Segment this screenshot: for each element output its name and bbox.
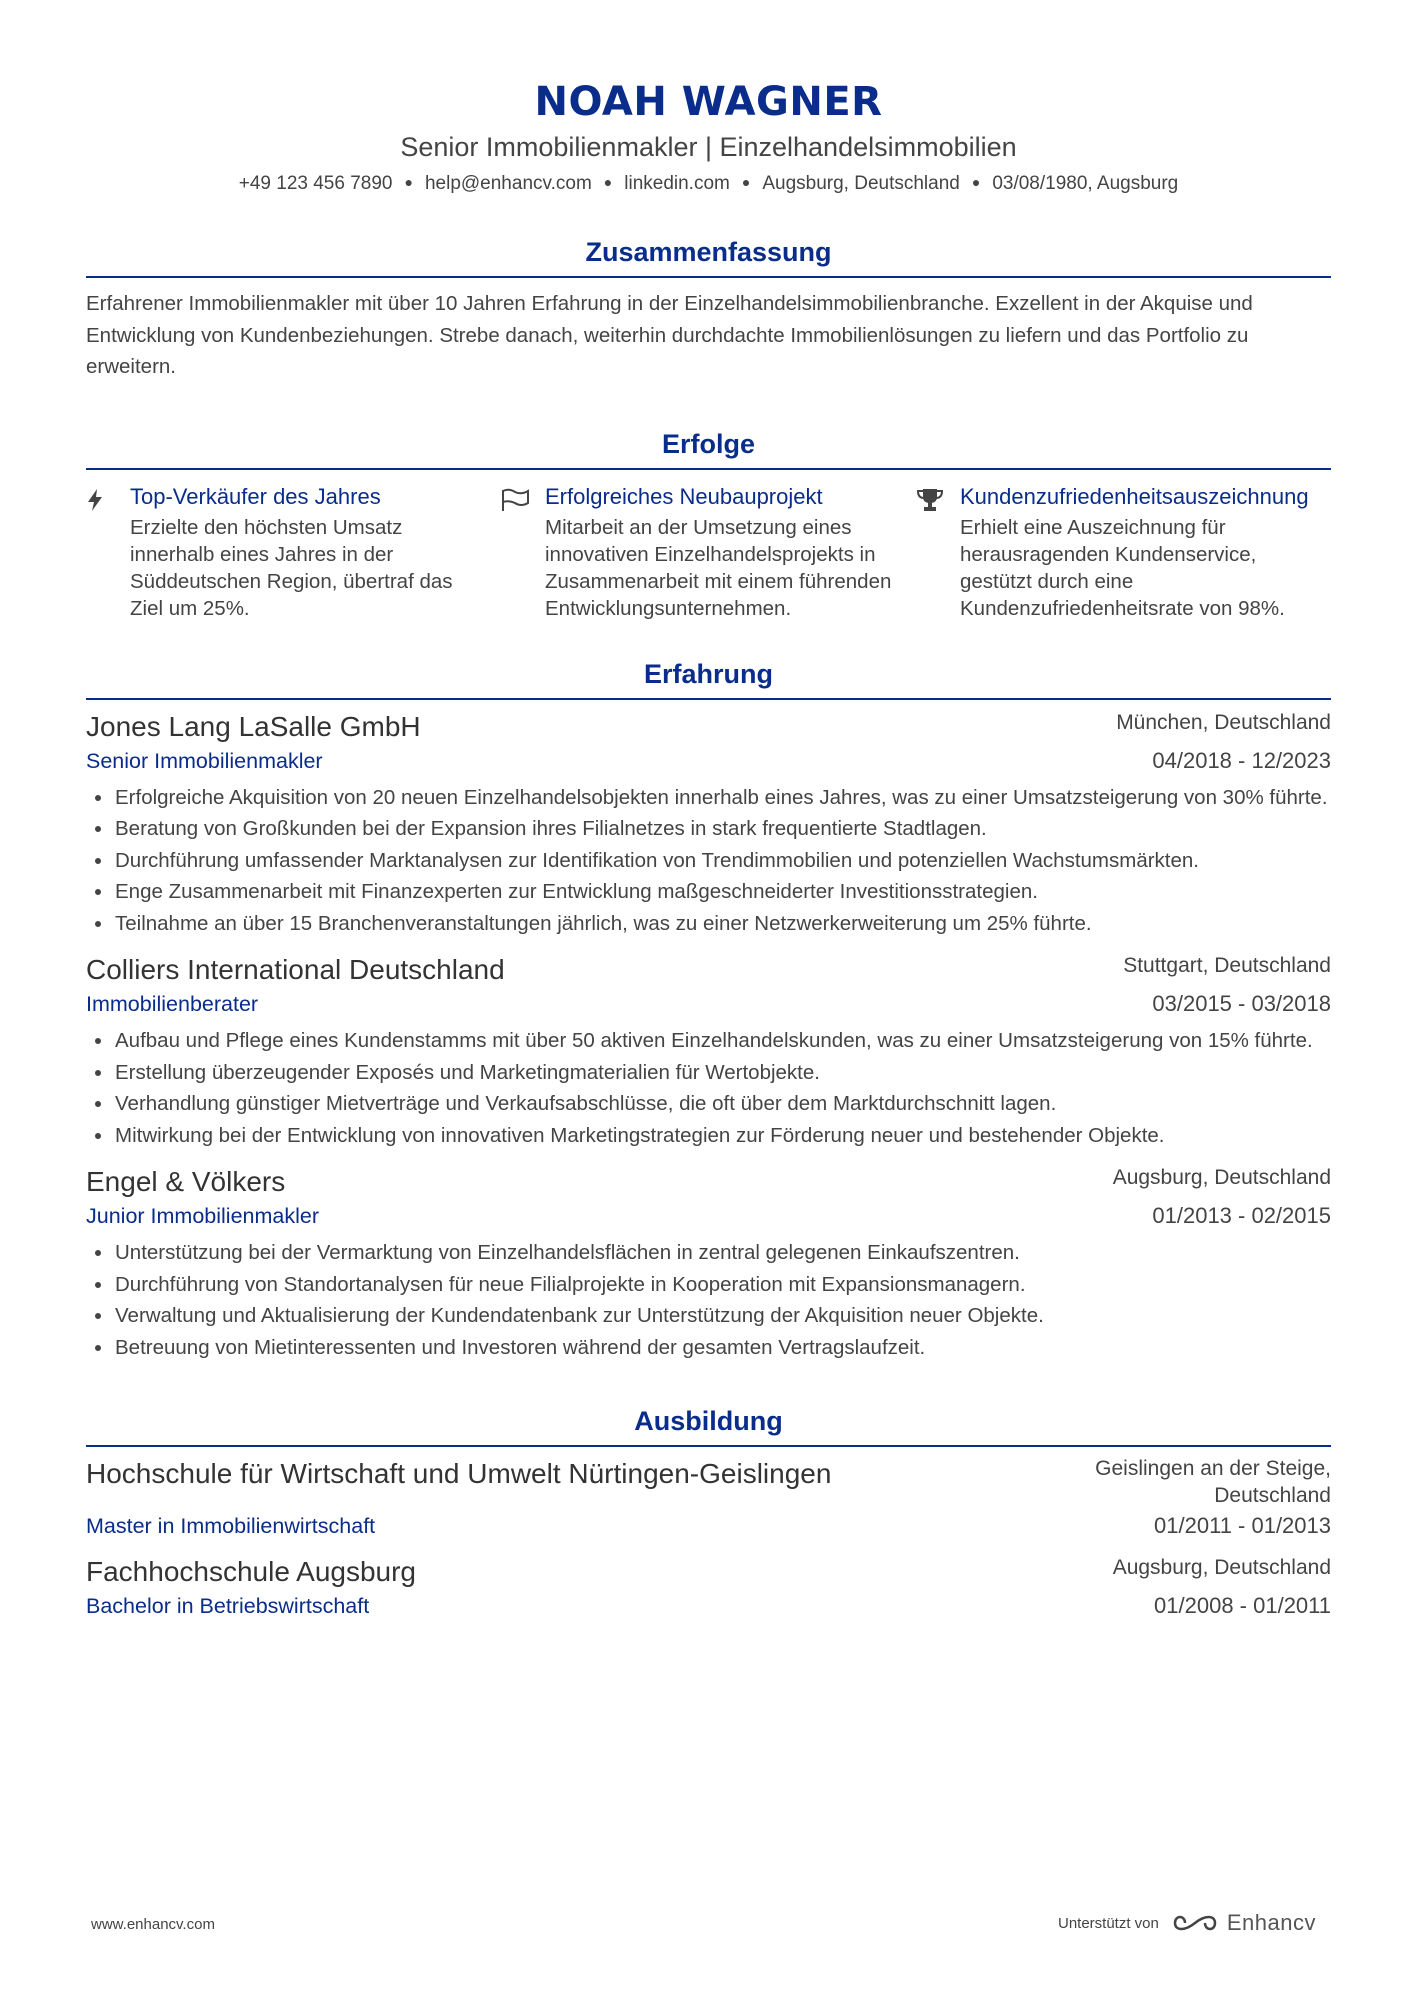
education-entry (86, 1455, 1331, 1541)
separator-dot: ● (603, 174, 613, 190)
section-title-experience: Erfahrung (643, 658, 773, 689)
job-dates: 03/2015 - 03/2018 (1152, 991, 1331, 1016)
summary-text: Erfahrener Immobilienmakler mit über 10 Jahren Erfahrung in der Einzelhandelsimmobilienbranche. Exzellent in der Akquise und Entwicklung von Kundenbeziehungen. Strebe danach, weiterhin durchdachte Immobilienlösungen zu liefern und das Portfolio zu erweitern. (86, 292, 1253, 378)
bullet-item: Erstellung überzeugender Exposés und Marketingmaterialien für Wertobjekte. (86, 1057, 1331, 1089)
section-title-summary: Zusammenfassung (585, 237, 832, 267)
contact-birth: 03/08/1980, Augsburg (992, 173, 1179, 194)
achievement-item (86, 482, 501, 622)
powered-by-label: Unterstützt von (1057, 1914, 1159, 1932)
bullet-item: Verwaltung und Aktualisierung der Kundendatenbank zur Unterstützung der Akquisition neuer Objekte. (86, 1300, 1331, 1332)
job-role: Immobilienberater (86, 992, 259, 1016)
bullet-item: Mitwirkung bei der Entwicklung von innovativen Marketingstrategien zur Förderung neuer und bestehender Objekte. (86, 1120, 1331, 1152)
achievement-item (501, 482, 916, 622)
achievement-desc: Erzielte den höchsten Umsatz innerhalb eines Jahres in der Süddeutschen Region, übertraf das Ziel um 25%. (130, 515, 453, 620)
bullet-item: Verhandlung günstiger Mietverträge und Verkaufsabschlüsse, die oft über dem Marktdurchschnitt lagen. (86, 1088, 1331, 1120)
achievements-section (86, 426, 1331, 622)
job-entry (86, 1163, 1331, 1363)
section-divider (86, 1445, 1331, 1447)
candidate-name: NOAH WAGNER (534, 79, 883, 125)
contact-linkedin[interactable]: linkedin.com (624, 173, 730, 194)
job-bullets (86, 782, 1331, 940)
flag-icon (501, 482, 545, 622)
section-divider (86, 698, 1331, 700)
bullet-item: Durchführung von Standortanalysen für neue Filialprojekte in Kooperation mit Expansionsmanagern. (86, 1269, 1331, 1301)
brand-name: Enhancv (1226, 1910, 1316, 1935)
job-bullets (86, 1237, 1331, 1363)
job-entry (86, 708, 1331, 940)
trophy-icon (916, 482, 960, 622)
separator-dot: ● (741, 174, 751, 190)
achievement-title: Top-Verkäufer des Jahres (130, 483, 381, 509)
school-name: Hochschule für Wirtschaft und Umwelt Nürtingen-Geislingen (86, 1458, 832, 1489)
bullet-item: Aufbau und Pflege eines Kundenstamms mit über 50 aktiven Einzelhandelskunden, was zu einer Umsatzsteigerung von 15% führte. (86, 1025, 1331, 1057)
contact-line (86, 170, 1331, 196)
contact-phone: +49 123 456 7890 (238, 173, 393, 194)
education-entry (86, 1553, 1331, 1621)
education-dates: 01/2011 - 01/2013 (1154, 1513, 1331, 1538)
job-entry (86, 951, 1331, 1151)
company-name: Colliers International Deutschland (86, 954, 505, 985)
school-location: Augsburg, Deutschland (1112, 1556, 1331, 1579)
contact-location: Augsburg, Deutschland (762, 173, 960, 194)
footer-branding (1058, 1910, 1316, 1936)
section-title-education: Ausbildung (634, 1406, 783, 1436)
degree: Master in Immobilienwirtschaft (86, 1514, 376, 1538)
experience-section (86, 656, 1331, 1364)
job-location: Stuttgart, Deutschland (1123, 954, 1331, 977)
contact-email[interactable]: help@enhancv.com (424, 173, 592, 194)
bullet-item: Betreuung von Mietinteressenten und Investoren während der gesamten Vertragslaufzeit. (86, 1332, 1331, 1364)
job-role: Junior Immobilienmakler (86, 1204, 319, 1228)
achievement-desc: Erhielt eine Auszeichnung für herausragenden Kundenservice, gestützt durch eine Kundenzufriedenheitsrate von 98%. (960, 515, 1285, 620)
enhancv-logo-icon (1171, 1911, 1219, 1935)
bullet-item: Erfolgreiche Akquisition von 20 neuen Einzelhandelsobjekten innerhalb eines Jahres, was zu einer Umsatzsteigerung von 30% führte. (86, 782, 1331, 814)
section-title-achievements: Erfolge (661, 428, 755, 459)
headline: Senior Immobilienmakler | Einzelhandelsimmobilien (400, 132, 1017, 162)
job-dates: 04/2018 - 12/2023 (1152, 747, 1331, 773)
job-bullets (86, 1025, 1331, 1151)
bullet-item: Teilnahme an über 15 Branchenveranstaltungen jährlich, was zu einer Netzwerkerweiterung um 25% führte. (86, 908, 1331, 940)
job-location: München, Deutschland (1116, 710, 1331, 734)
school-name: Fachhochschule Augsburg (86, 1556, 416, 1587)
resume-page (86, 0, 1331, 1621)
bullet-item: Unterstützung bei der Vermarktung von Einzelhandelsflächen in zentral gelegenen Einkaufszentren. (86, 1237, 1331, 1269)
bullet-item: Durchführung umfassender Marktanalysen zur Identifikation von Trendimmobilien und potenziellen Wachstumsmärkten. (86, 845, 1331, 877)
education-dates: 01/2008 - 01/2011 (1154, 1593, 1331, 1618)
education-section (86, 1403, 1331, 1621)
achievement-item (916, 482, 1331, 622)
job-location: Augsburg, Deutschland (1112, 1166, 1331, 1189)
footer-website[interactable]: www.enhancv.com (91, 1916, 215, 1933)
separator-dot: ● (971, 174, 981, 190)
achievements-list (86, 482, 1331, 622)
company-name: Jones Lang LaSalle GmbH (86, 710, 421, 742)
achievement-desc: Mitarbeit an der Umsetzung eines innovativen Einzelhandelsprojekts in Zusammenarbeit mit einem führenden Entwicklungsunternehmen. (545, 515, 892, 620)
achievement-title: Erfolgreiches Neubauprojekt (545, 483, 823, 509)
separator-dot: ● (404, 174, 413, 190)
section-divider (86, 276, 1331, 278)
achievement-title: Kundenzufriedenheitsauszeichnung (960, 483, 1309, 509)
job-role: Senior Immobilienmakler (86, 748, 323, 773)
school-location: Geislingen an der Steige, Deutschland (1095, 1457, 1331, 1507)
job-dates: 01/2013 - 02/2015 (1152, 1203, 1331, 1228)
section-divider (86, 468, 1331, 470)
lightning-icon (86, 482, 130, 622)
bullet-item: Beratung von Großkunden bei der Expansion ihres Filialnetzes in stark frequentierte Stadtlagen. (86, 813, 1331, 845)
summary-section (86, 234, 1331, 383)
company-name: Engel & Völkers (86, 1166, 286, 1197)
bullet-item: Enge Zusammenarbeit mit Finanzexperten zur Entwicklung maßgeschneiderter Investitionsstrategien. (86, 876, 1331, 908)
degree: Bachelor in Betriebswirtschaft (86, 1594, 370, 1618)
